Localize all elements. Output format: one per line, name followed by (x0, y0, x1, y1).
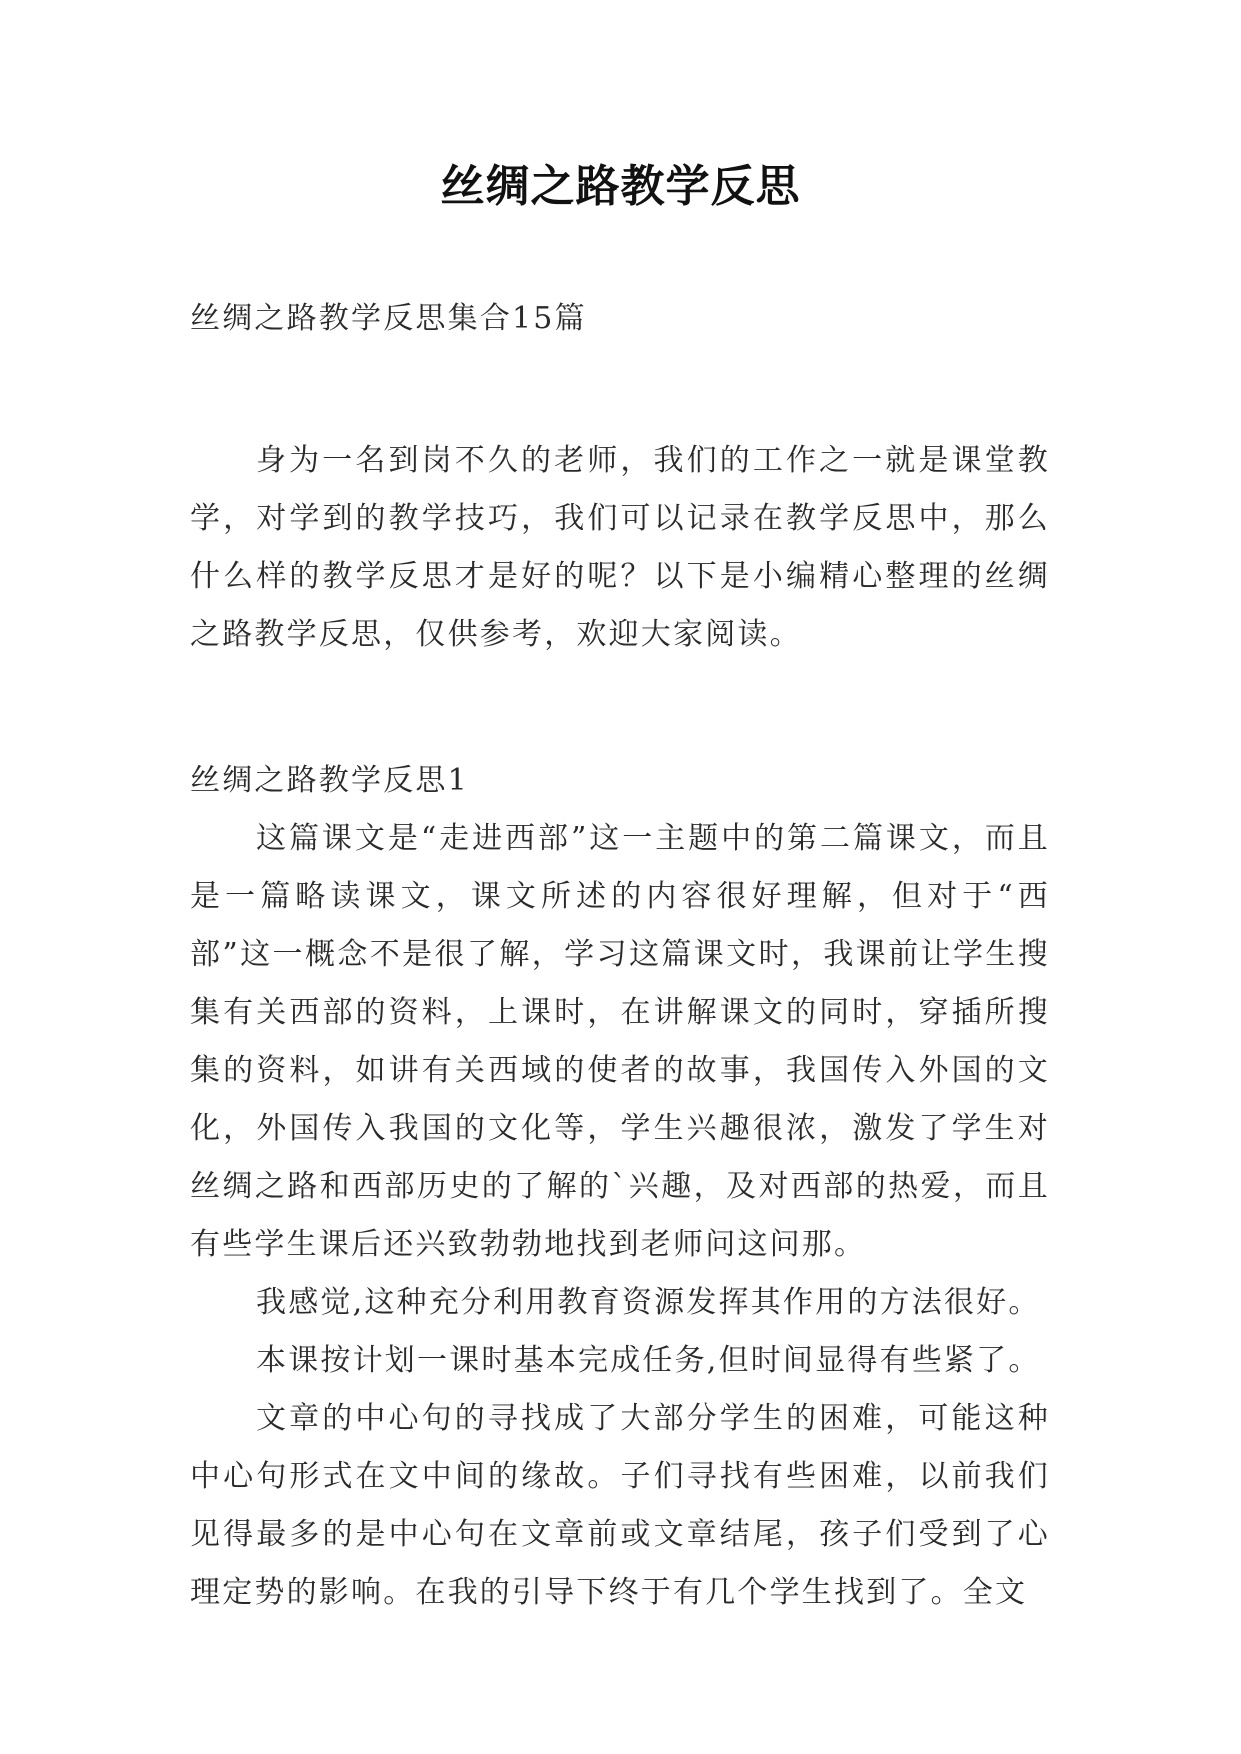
document-body (190, 290, 1050, 1622)
intro-paragraph: 身为一名到岗不久的老师，我们的工作之一就是课堂教学，对学到的教学技巧，我们可以记录在教学反思中，那么什么样的教学反思才是好的呢？以下是小编精心整理的丝绸之路教学反思，仅供参考，欢迎大家阅读。 (190, 443, 1050, 652)
section-heading: 丝绸之路教学反思1 (190, 763, 469, 798)
body-paragraph: 这篇课文是“走进西部”这一主题中的第二篇课文，而且是一篇略读课文，课文所述的内容很好理解，但对于“西部”这一概念不是很了解，学习这篇课文时，我课前让学生搜集有关西部的资料，上课时，在讲解课文的同时，穿插所搜集的资料，如讲有关西域的使者的故事，我国传入外国的文化，外国传入我国的文化等，学生兴趣很浓，激发了学生对丝绸之路和西部历史的了解的`兴趣，及对西部的热爱，而且有些学生课后还兴致勃勃地找到老师问这问那。 (190, 821, 1050, 1262)
body-paragraph: 文章的中心句的寻找成了大部分学生的困难，可能这种中心句形式在文中间的缘故。子们寻找有些困难，以前我们见得最多的是中心句在文章前或文章结尾，孩子们受到了心理定势的影响。在我的引导下终于有几个学生找到了。全文 (190, 1401, 1050, 1610)
document-subtitle: 丝绸之路教学反思集合15篇 (190, 301, 587, 336)
body-paragraph: 本课按计划一课时基本完成任务,但时间显得有些紧了。 (256, 1343, 1041, 1378)
body-paragraph: 我感觉,这种充分利用教育资源发挥其作用的方法很好。 (256, 1285, 1041, 1320)
spacer (190, 664, 1050, 752)
spacer (190, 348, 1050, 432)
document-title: 丝绸之路教学反思 (440, 161, 801, 212)
